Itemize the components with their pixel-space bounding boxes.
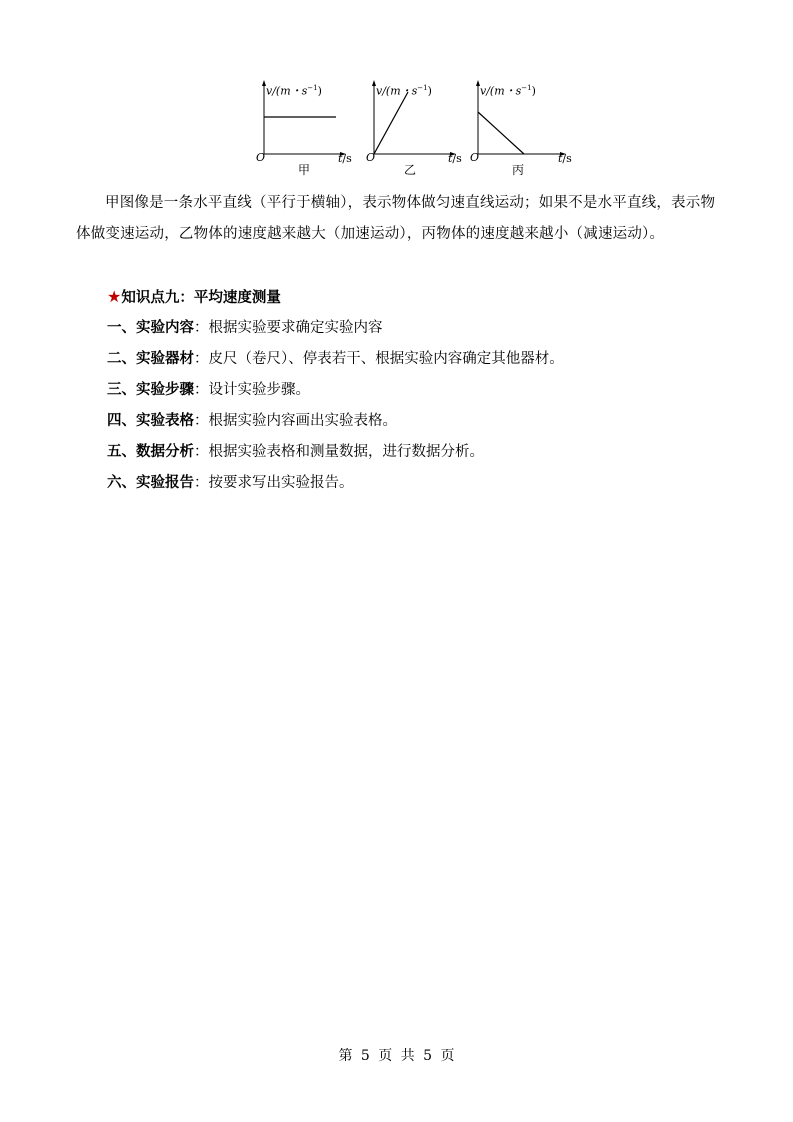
list-item	[107, 442, 484, 462]
list-item	[107, 349, 564, 369]
y-axis-label: v/(m・$s^{-1}$)	[376, 84, 432, 98]
item-label: 五、数据分析	[107, 444, 194, 460]
graph-jia	[252, 76, 362, 186]
origin-label: O	[256, 151, 266, 164]
list-item	[107, 411, 397, 431]
list-item	[107, 473, 354, 493]
velocity-time-graphs	[252, 76, 582, 186]
graph-bing	[472, 76, 582, 186]
x-axis-label: t/s	[338, 152, 352, 165]
velocity-line-decreasing	[478, 112, 524, 154]
graph-caption: 丙	[512, 163, 525, 177]
page-footer: 第 5 页 共 5 页	[338, 1048, 455, 1064]
item-text: ：按要求写出实验报告。	[194, 475, 354, 491]
velocity-line-increasing	[374, 92, 408, 154]
graph-caption: 乙	[404, 163, 417, 177]
graph-caption: 甲	[298, 163, 311, 177]
origin-label: O	[470, 151, 480, 164]
list-item	[107, 318, 383, 338]
section-heading	[107, 287, 281, 308]
x-axis-label: t/s	[448, 152, 462, 165]
item-label: 一、实验内容	[107, 320, 194, 336]
explanation-paragraph	[76, 188, 726, 250]
section-title: 知识点九：平均速度测量	[121, 290, 281, 306]
star-icon: ★	[107, 287, 122, 306]
item-label: 三、实验步骤	[107, 382, 194, 398]
y-axis-label: v/(m・$s^{-1}$)	[480, 84, 536, 98]
y-axis-label: v/(m・$s^{-1}$)	[266, 84, 322, 98]
item-text: ：根据实验要求确定实验内容	[194, 320, 383, 336]
explanation-text: 甲图像是一条水平直线（平行于横轴），表示物体做匀速直线运动；如果不是水平直线，表示物体做变速运动，乙物体的速度越来越大（加速运动），丙物体的速度越来越小（减速运动）。	[76, 195, 716, 242]
origin-label: O	[366, 151, 376, 164]
item-text: ：根据实验表格和测量数据，进行数据分析。	[194, 444, 484, 460]
item-text: ：根据实验内容画出实验表格。	[194, 413, 397, 429]
graph-yi	[362, 76, 472, 186]
item-label: 六、实验报告	[107, 475, 194, 491]
item-text: ：皮尺（卷尺）、停表若干、根据实验内容确定其他器材。	[194, 351, 564, 367]
x-axis-label: t/s	[558, 152, 572, 165]
item-label: 四、实验表格	[107, 413, 194, 429]
item-label: 二、实验器材	[107, 351, 194, 367]
list-item	[107, 380, 310, 400]
item-text: ：设计实验步骤。	[194, 382, 310, 398]
